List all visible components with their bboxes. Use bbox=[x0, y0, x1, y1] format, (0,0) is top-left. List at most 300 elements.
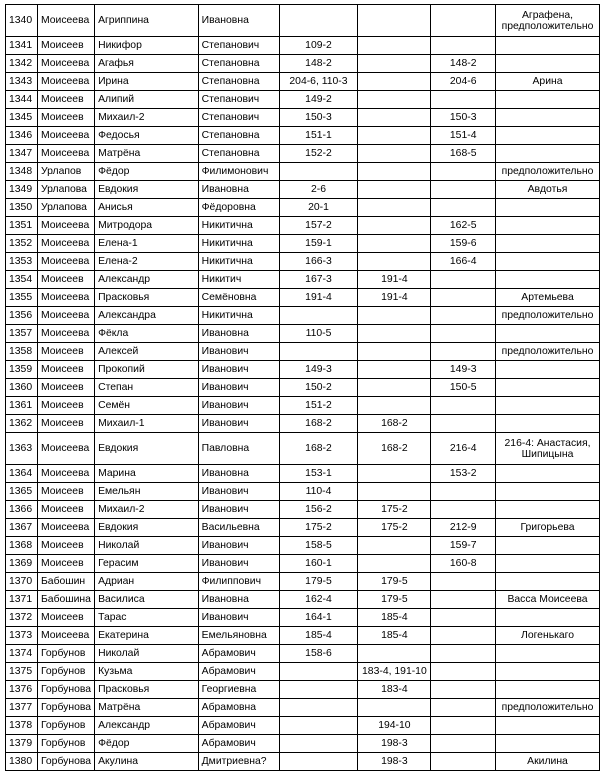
record-number-cell: 1360 bbox=[6, 379, 38, 397]
reference-3-cell: 160-8 bbox=[431, 555, 496, 573]
note-cell: предположительно bbox=[496, 163, 600, 181]
reference-1-cell: 167-3 bbox=[279, 271, 358, 289]
given-name-cell: Прасковья bbox=[95, 681, 199, 699]
note-cell bbox=[496, 573, 600, 591]
given-name-cell: Никифор bbox=[95, 37, 199, 55]
reference-2-cell: 179-5 bbox=[358, 573, 431, 591]
given-name-cell: Екатерина bbox=[95, 627, 199, 645]
reference-3-cell bbox=[431, 753, 496, 771]
table-row bbox=[6, 109, 600, 127]
record-number-cell: 1347 bbox=[6, 145, 38, 163]
reference-3-cell bbox=[431, 325, 496, 343]
reference-2-cell: 183-4, 191-10 bbox=[358, 663, 431, 681]
surname-cell: Моисеев bbox=[37, 379, 94, 397]
table-body bbox=[6, 5, 600, 771]
surname-cell: Горбунова bbox=[37, 681, 94, 699]
record-number-cell: 1371 bbox=[6, 591, 38, 609]
table-row bbox=[6, 253, 600, 271]
table-row bbox=[6, 289, 600, 307]
table-row bbox=[6, 379, 600, 397]
patronymic-cell: Никитична bbox=[198, 253, 279, 271]
patronymic-cell: Абрамович bbox=[198, 717, 279, 735]
reference-3-cell: 162-5 bbox=[431, 217, 496, 235]
note-cell: Логенькаго bbox=[496, 627, 600, 645]
reference-1-cell bbox=[279, 343, 358, 361]
record-number-cell: 1358 bbox=[6, 343, 38, 361]
reference-1-cell: 110-5 bbox=[279, 325, 358, 343]
note-cell bbox=[496, 235, 600, 253]
record-number-cell: 1370 bbox=[6, 573, 38, 591]
record-number-cell: 1368 bbox=[6, 537, 38, 555]
surname-cell: Моисеев bbox=[37, 609, 94, 627]
note-cell bbox=[496, 379, 600, 397]
note-cell bbox=[496, 681, 600, 699]
reference-3-cell bbox=[431, 699, 496, 717]
reference-2-cell bbox=[358, 37, 431, 55]
patronymic-cell: Степанович bbox=[198, 91, 279, 109]
reference-3-cell: 216-4 bbox=[431, 433, 496, 465]
reference-1-cell: 109-2 bbox=[279, 37, 358, 55]
patronymic-cell: Абрамовна bbox=[198, 699, 279, 717]
record-number-cell: 1365 bbox=[6, 483, 38, 501]
patronymic-cell: Степановна bbox=[198, 73, 279, 91]
given-name-cell: Агафья bbox=[95, 55, 199, 73]
reference-3-cell bbox=[431, 735, 496, 753]
reference-1-cell: 168-2 bbox=[279, 433, 358, 465]
given-name-cell: Александр bbox=[95, 717, 199, 735]
surname-cell: Моисеева bbox=[37, 217, 94, 235]
patronymic-cell: Фёдоровна bbox=[198, 199, 279, 217]
patronymic-cell: Иванович bbox=[198, 609, 279, 627]
reference-1-cell: 152-2 bbox=[279, 145, 358, 163]
reference-2-cell bbox=[358, 307, 431, 325]
table-row bbox=[6, 735, 600, 753]
reference-3-cell bbox=[431, 681, 496, 699]
table-row bbox=[6, 127, 600, 145]
given-name-cell: Матрёна bbox=[95, 145, 199, 163]
surname-cell: Моисеева bbox=[37, 127, 94, 145]
patronymic-cell: Ивановна bbox=[198, 325, 279, 343]
patronymic-cell: Иванович bbox=[198, 537, 279, 555]
note-cell: Григорьева bbox=[496, 519, 600, 537]
given-name-cell: Степан bbox=[95, 379, 199, 397]
reference-3-cell: 149-3 bbox=[431, 361, 496, 379]
note-cell: 216-4: Анастасия, Шипицына bbox=[496, 433, 600, 465]
record-number-cell: 1362 bbox=[6, 415, 38, 433]
surname-cell: Бабошин bbox=[37, 573, 94, 591]
surname-cell: Горбунова bbox=[37, 753, 94, 771]
record-number-cell: 1372 bbox=[6, 609, 38, 627]
given-name-cell: Алексей bbox=[95, 343, 199, 361]
reference-1-cell bbox=[279, 753, 358, 771]
note-cell bbox=[496, 609, 600, 627]
note-cell bbox=[496, 37, 600, 55]
reference-1-cell: 185-4 bbox=[279, 627, 358, 645]
reference-1-cell: 150-2 bbox=[279, 379, 358, 397]
record-number-cell: 1359 bbox=[6, 361, 38, 379]
reference-3-cell: 151-4 bbox=[431, 127, 496, 145]
record-number-cell: 1349 bbox=[6, 181, 38, 199]
reference-2-cell bbox=[358, 361, 431, 379]
given-name-cell: Елена-1 bbox=[95, 235, 199, 253]
surname-cell: Урлапов bbox=[37, 163, 94, 181]
patronymic-cell: Абрамович bbox=[198, 735, 279, 753]
reference-2-cell bbox=[358, 555, 431, 573]
given-name-cell: Фёдор bbox=[95, 163, 199, 181]
reference-2-cell bbox=[358, 343, 431, 361]
record-number-cell: 1357 bbox=[6, 325, 38, 343]
reference-2-cell: 185-4 bbox=[358, 609, 431, 627]
patronymic-cell: Ивановна bbox=[198, 5, 279, 37]
note-cell bbox=[496, 663, 600, 681]
reference-3-cell: 153-2 bbox=[431, 465, 496, 483]
record-number-cell: 1343 bbox=[6, 73, 38, 91]
patronymic-cell: Никитич bbox=[198, 271, 279, 289]
note-cell bbox=[496, 127, 600, 145]
note-cell: предположительно bbox=[496, 699, 600, 717]
record-number-cell: 1380 bbox=[6, 753, 38, 771]
reference-1-cell: 2-6 bbox=[279, 181, 358, 199]
table-row bbox=[6, 519, 600, 537]
surname-cell: Горбунов bbox=[37, 645, 94, 663]
note-cell bbox=[496, 217, 600, 235]
patronymic-cell: Иванович bbox=[198, 555, 279, 573]
note-cell bbox=[496, 735, 600, 753]
reference-2-cell bbox=[358, 199, 431, 217]
patronymic-cell: Иванович bbox=[198, 415, 279, 433]
patronymic-cell: Никитична bbox=[198, 217, 279, 235]
reference-3-cell bbox=[431, 415, 496, 433]
table-row bbox=[6, 555, 600, 573]
reference-1-cell: 160-1 bbox=[279, 555, 358, 573]
surname-cell: Горбунова bbox=[37, 699, 94, 717]
note-cell: Аграфена, предположительно bbox=[496, 5, 600, 37]
given-name-cell: Митродора bbox=[95, 217, 199, 235]
reference-1-cell: 164-1 bbox=[279, 609, 358, 627]
record-number-cell: 1341 bbox=[6, 37, 38, 55]
reference-2-cell bbox=[358, 145, 431, 163]
record-number-cell: 1363 bbox=[6, 433, 38, 465]
given-name-cell: Марина bbox=[95, 465, 199, 483]
record-number-cell: 1351 bbox=[6, 217, 38, 235]
reference-1-cell: 204-6, 110-3 bbox=[279, 73, 358, 91]
given-name-cell: Евдокия bbox=[95, 181, 199, 199]
reference-2-cell bbox=[358, 163, 431, 181]
reference-2-cell bbox=[358, 127, 431, 145]
note-cell bbox=[496, 145, 600, 163]
note-cell bbox=[496, 645, 600, 663]
reference-1-cell: 110-4 bbox=[279, 483, 358, 501]
surname-cell: Моисеева bbox=[37, 627, 94, 645]
surname-cell: Моисеев bbox=[37, 271, 94, 289]
record-number-cell: 1369 bbox=[6, 555, 38, 573]
patronymic-cell: Степанович bbox=[198, 37, 279, 55]
reference-3-cell bbox=[431, 645, 496, 663]
given-name-cell: Прокопий bbox=[95, 361, 199, 379]
reference-2-cell: 175-2 bbox=[358, 519, 431, 537]
reference-2-cell: 191-4 bbox=[358, 271, 431, 289]
given-name-cell: Семён bbox=[95, 397, 199, 415]
table-row bbox=[6, 699, 600, 717]
surname-cell: Моисеева bbox=[37, 465, 94, 483]
given-name-cell: Акулина bbox=[95, 753, 199, 771]
reference-3-cell: 159-6 bbox=[431, 235, 496, 253]
reference-3-cell bbox=[431, 501, 496, 519]
surname-cell: Урлапова bbox=[37, 181, 94, 199]
given-name-cell: Анисья bbox=[95, 199, 199, 217]
given-name-cell: Фёкла bbox=[95, 325, 199, 343]
reference-3-cell bbox=[431, 271, 496, 289]
given-name-cell: Агриппина bbox=[95, 5, 199, 37]
reference-1-cell: 149-2 bbox=[279, 91, 358, 109]
table-row bbox=[6, 199, 600, 217]
given-name-cell: Василиса bbox=[95, 591, 199, 609]
reference-3-cell bbox=[431, 199, 496, 217]
given-name-cell: Евдокия bbox=[95, 519, 199, 537]
table-row bbox=[6, 361, 600, 379]
reference-1-cell: 149-3 bbox=[279, 361, 358, 379]
reference-2-cell bbox=[358, 465, 431, 483]
reference-2-cell bbox=[358, 645, 431, 663]
surname-cell: Моисеева bbox=[37, 55, 94, 73]
reference-3-cell bbox=[431, 5, 496, 37]
reference-2-cell: 198-3 bbox=[358, 753, 431, 771]
reference-3-cell: 168-5 bbox=[431, 145, 496, 163]
reference-2-cell bbox=[358, 91, 431, 109]
reference-1-cell: 156-2 bbox=[279, 501, 358, 519]
note-cell: предположительно bbox=[496, 343, 600, 361]
record-number-cell: 1352 bbox=[6, 235, 38, 253]
reference-1-cell: 151-1 bbox=[279, 127, 358, 145]
table-row bbox=[6, 5, 600, 37]
note-cell: предположительно bbox=[496, 307, 600, 325]
record-number-cell: 1373 bbox=[6, 627, 38, 645]
table-row bbox=[6, 145, 600, 163]
given-name-cell: Федосья bbox=[95, 127, 199, 145]
patronymic-cell: Иванович bbox=[198, 483, 279, 501]
record-number-cell: 1342 bbox=[6, 55, 38, 73]
table-row bbox=[6, 627, 600, 645]
given-name-cell: Кузьма bbox=[95, 663, 199, 681]
reference-2-cell: 168-2 bbox=[358, 433, 431, 465]
table-row bbox=[6, 91, 600, 109]
patronymic-cell: Никитична bbox=[198, 307, 279, 325]
surname-cell: Моисеева bbox=[37, 289, 94, 307]
record-number-cell: 1356 bbox=[6, 307, 38, 325]
note-cell bbox=[496, 537, 600, 555]
table-row bbox=[6, 343, 600, 361]
note-cell: Артемьева bbox=[496, 289, 600, 307]
record-number-cell: 1378 bbox=[6, 717, 38, 735]
surname-cell: Моисеева bbox=[37, 519, 94, 537]
table-row bbox=[6, 483, 600, 501]
reference-1-cell: 158-5 bbox=[279, 537, 358, 555]
given-name-cell: Николай bbox=[95, 537, 199, 555]
patronymic-cell: Абрамович bbox=[198, 663, 279, 681]
table-row bbox=[6, 37, 600, 55]
reference-2-cell: 191-4 bbox=[358, 289, 431, 307]
table-row bbox=[6, 663, 600, 681]
reference-1-cell: 148-2 bbox=[279, 55, 358, 73]
patronymic-cell: Степановна bbox=[198, 145, 279, 163]
table-row bbox=[6, 181, 600, 199]
note-cell bbox=[496, 717, 600, 735]
reference-1-cell: 168-2 bbox=[279, 415, 358, 433]
given-name-cell: Прасковья bbox=[95, 289, 199, 307]
table-row bbox=[6, 325, 600, 343]
note-cell bbox=[496, 555, 600, 573]
surname-cell: Моисеева bbox=[37, 235, 94, 253]
given-name-cell: Александра bbox=[95, 307, 199, 325]
given-name-cell: Ирина bbox=[95, 73, 199, 91]
patronymic-cell: Ивановна bbox=[198, 181, 279, 199]
table-row bbox=[6, 433, 600, 465]
reference-3-cell: 150-5 bbox=[431, 379, 496, 397]
surname-cell: Моисеева bbox=[37, 307, 94, 325]
patronymic-cell: Иванович bbox=[198, 397, 279, 415]
note-cell bbox=[496, 465, 600, 483]
reference-1-cell: 158-6 bbox=[279, 645, 358, 663]
record-number-cell: 1354 bbox=[6, 271, 38, 289]
reference-3-cell bbox=[431, 289, 496, 307]
surname-cell: Моисеев bbox=[37, 537, 94, 555]
records-table bbox=[5, 4, 600, 771]
surname-cell: Моисеев bbox=[37, 361, 94, 379]
given-name-cell: Тарас bbox=[95, 609, 199, 627]
table-row bbox=[6, 307, 600, 325]
patronymic-cell: Абрамович bbox=[198, 645, 279, 663]
given-name-cell: Елена-2 bbox=[95, 253, 199, 271]
reference-2-cell: 198-3 bbox=[358, 735, 431, 753]
note-cell bbox=[496, 199, 600, 217]
reference-1-cell bbox=[279, 663, 358, 681]
reference-2-cell: 168-2 bbox=[358, 415, 431, 433]
surname-cell: Моисеев bbox=[37, 109, 94, 127]
table-row bbox=[6, 753, 600, 771]
record-number-cell: 1375 bbox=[6, 663, 38, 681]
surname-cell: Моисеев bbox=[37, 483, 94, 501]
given-name-cell: Евдокия bbox=[95, 433, 199, 465]
reference-1-cell: 20-1 bbox=[279, 199, 358, 217]
table-row bbox=[6, 717, 600, 735]
record-number-cell: 1353 bbox=[6, 253, 38, 271]
patronymic-cell: Иванович bbox=[198, 501, 279, 519]
patronymic-cell: Филиппович bbox=[198, 573, 279, 591]
record-number-cell: 1348 bbox=[6, 163, 38, 181]
record-number-cell: 1379 bbox=[6, 735, 38, 753]
table-row bbox=[6, 235, 600, 253]
surname-cell: Моисеев bbox=[37, 555, 94, 573]
note-cell bbox=[496, 325, 600, 343]
given-name-cell: Матрёна bbox=[95, 699, 199, 717]
reference-3-cell bbox=[431, 163, 496, 181]
reference-1-cell: 153-1 bbox=[279, 465, 358, 483]
surname-cell: Моисеева bbox=[37, 253, 94, 271]
patronymic-cell: Иванович bbox=[198, 379, 279, 397]
reference-3-cell: 212-9 bbox=[431, 519, 496, 537]
note-cell bbox=[496, 55, 600, 73]
note-cell: Акилина bbox=[496, 753, 600, 771]
note-cell bbox=[496, 361, 600, 379]
reference-1-cell bbox=[279, 735, 358, 753]
reference-3-cell bbox=[431, 37, 496, 55]
reference-3-cell bbox=[431, 609, 496, 627]
surname-cell: Бабошина bbox=[37, 591, 94, 609]
given-name-cell: Алипий bbox=[95, 91, 199, 109]
note-cell bbox=[496, 415, 600, 433]
surname-cell: Моисеева bbox=[37, 73, 94, 91]
record-number-cell: 1374 bbox=[6, 645, 38, 663]
patronymic-cell: Степановна bbox=[198, 55, 279, 73]
table-row bbox=[6, 537, 600, 555]
table-row bbox=[6, 55, 600, 73]
reference-1-cell: 159-1 bbox=[279, 235, 358, 253]
reference-3-cell bbox=[431, 573, 496, 591]
reference-3-cell bbox=[431, 307, 496, 325]
note-cell bbox=[496, 397, 600, 415]
reference-2-cell: 183-4 bbox=[358, 681, 431, 699]
given-name-cell: Адриан bbox=[95, 573, 199, 591]
reference-1-cell: 166-3 bbox=[279, 253, 358, 271]
given-name-cell: Емельян bbox=[95, 483, 199, 501]
reference-1-cell bbox=[279, 681, 358, 699]
reference-2-cell bbox=[358, 235, 431, 253]
reference-1-cell: 162-4 bbox=[279, 591, 358, 609]
reference-3-cell: 166-4 bbox=[431, 253, 496, 271]
surname-cell: Горбунов bbox=[37, 663, 94, 681]
reference-3-cell: 148-2 bbox=[431, 55, 496, 73]
reference-2-cell: 185-4 bbox=[358, 627, 431, 645]
patronymic-cell: Ивановна bbox=[198, 465, 279, 483]
reference-1-cell: 191-4 bbox=[279, 289, 358, 307]
note-cell: Васса Моисеева bbox=[496, 591, 600, 609]
patronymic-cell: Дмитриевна? bbox=[198, 753, 279, 771]
table-row bbox=[6, 645, 600, 663]
patronymic-cell: Никитична bbox=[198, 235, 279, 253]
note-cell: Авдотья bbox=[496, 181, 600, 199]
patronymic-cell: Павловна bbox=[198, 433, 279, 465]
reference-1-cell: 157-2 bbox=[279, 217, 358, 235]
reference-1-cell bbox=[279, 307, 358, 325]
surname-cell: Моисеев bbox=[37, 37, 94, 55]
reference-1-cell: 151-2 bbox=[279, 397, 358, 415]
record-number-cell: 1345 bbox=[6, 109, 38, 127]
table-row bbox=[6, 163, 600, 181]
reference-2-cell: 194-10 bbox=[358, 717, 431, 735]
reference-3-cell: 204-6 bbox=[431, 73, 496, 91]
given-name-cell: Фёдор bbox=[95, 735, 199, 753]
reference-2-cell bbox=[358, 55, 431, 73]
given-name-cell: Александр bbox=[95, 271, 199, 289]
record-number-cell: 1361 bbox=[6, 397, 38, 415]
reference-2-cell: 179-5 bbox=[358, 591, 431, 609]
surname-cell: Моисеев bbox=[37, 343, 94, 361]
reference-2-cell: 175-2 bbox=[358, 501, 431, 519]
given-name-cell: Николай bbox=[95, 645, 199, 663]
record-number-cell: 1350 bbox=[6, 199, 38, 217]
reference-2-cell bbox=[358, 699, 431, 717]
table-row bbox=[6, 501, 600, 519]
note-cell bbox=[496, 483, 600, 501]
record-number-cell: 1377 bbox=[6, 699, 38, 717]
patronymic-cell: Филимонович bbox=[198, 163, 279, 181]
record-number-cell: 1366 bbox=[6, 501, 38, 519]
table-row bbox=[6, 217, 600, 235]
reference-3-cell bbox=[431, 397, 496, 415]
surname-cell: Моисеева bbox=[37, 433, 94, 465]
reference-1-cell bbox=[279, 163, 358, 181]
reference-2-cell bbox=[358, 325, 431, 343]
